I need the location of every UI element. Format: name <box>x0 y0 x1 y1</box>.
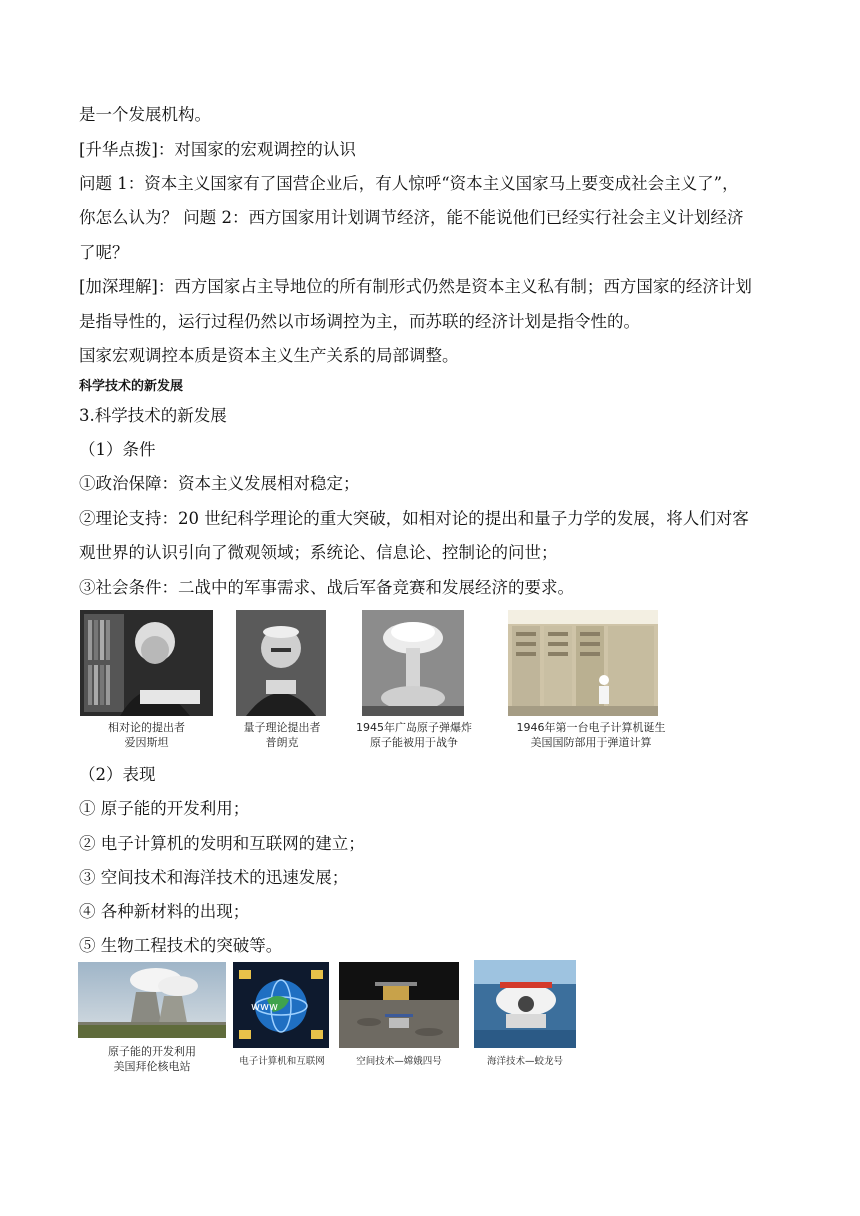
section-title: 3.科学技术的新发展 <box>79 406 227 425</box>
figure-jiaolong <box>474 960 578 1074</box>
question-line: 了呢？ <box>79 243 129 262</box>
figure-chang-e-4 <box>339 962 461 1074</box>
list-item: ② 电子计算机的发明和互联网的建立； <box>79 834 365 853</box>
figure-computer <box>506 610 676 750</box>
internet-globe-image <box>233 962 329 1048</box>
figure-caption: 原子能的开发利用 美国拜伦核电站 <box>108 1045 196 1073</box>
subsection-title: （1）条件 <box>79 440 156 459</box>
paragraph-line: 是一个发展机构。 <box>79 105 211 124</box>
list-item: ⑤ 生物工程技术的突破等。 <box>79 936 283 955</box>
figure-caption: 电子计算机和互联网 <box>239 1056 325 1067</box>
figure-caption: 1945年广岛原子弹爆炸 原子能被用于战争 <box>356 721 472 749</box>
mushroom-cloud-photo <box>362 610 464 716</box>
svg-text:www: www <box>251 1000 278 1013</box>
list-item: ④ 各种新材料的出现； <box>79 902 250 921</box>
figure-caption: 相对论的提出者 爱因斯坦 <box>108 721 185 749</box>
einstein-photo <box>80 610 213 716</box>
figure-nuclear-plant <box>78 962 228 1074</box>
question-line: 你怎么认为？ 问题 2：西方国家用计划调节经济，能不能说他们已经实行社会主义计划经济 <box>79 208 744 227</box>
lunar-surface-photo <box>339 962 459 1048</box>
figure-einstein <box>80 610 215 750</box>
question-line: 问题 1：资本主义国家有了国营企业后，有人惊呼“资本主义国家马上要变成社会主义了”， <box>79 174 739 193</box>
list-item: ①政治保障：资本主义发展相对稳定； <box>79 474 360 493</box>
planck-photo <box>236 610 326 716</box>
figure-planck <box>236 610 328 750</box>
eniac-photo <box>508 610 658 716</box>
figure-caption: 量子理论提出者 普朗克 <box>243 721 321 749</box>
figure-internet <box>233 962 331 1074</box>
list-item: ②理论支持：20 世纪科学理论的重大突破，如相对论的提出和量子力学的发展，将人们对客 <box>79 509 749 528</box>
deep-understanding-line: [加深理解]：西方国家占主导地位的所有制形式仍然是资本主义私有制；西方国家的经济计划 <box>79 277 752 296</box>
list-item: ③ 空间技术和海洋技术的迅速发展； <box>79 868 349 887</box>
figure-caption: 1946年第一台电子计算机诞生 美国国防部用于弹道计算 <box>516 721 666 749</box>
upgrade-tip-heading: [升华点拨]：对国家的宏观调控的认识 <box>79 140 356 159</box>
list-item: ③社会条件：二战中的军事需求、战后军备竞赛和发展经济的要求。 <box>79 578 574 597</box>
nuclear-plant-photo <box>78 962 226 1038</box>
list-item: ① 原子能的开发利用； <box>79 799 250 818</box>
deep-understanding-line: 是指导性的，运行过程仍然以市场调控为主，而苏联的经济计划是指令性的。 <box>79 312 640 331</box>
submersible-photo <box>474 960 576 1048</box>
list-item: 观世界的认识引向了微观领域；系统论、信息论、控制论的问世； <box>79 543 558 562</box>
paragraph-line: 国家宏观调控本质是资本主义生产关系的局部调整。 <box>79 346 459 365</box>
figure-caption: 海洋技术—蛟龙号 <box>486 1056 563 1067</box>
subsection-title: （2）表现 <box>79 765 156 784</box>
figure-caption: 空间技术—嫦娥四号 <box>356 1056 442 1067</box>
figure-atomic-bomb <box>356 610 472 750</box>
section-heading: 科学技术的新发展 <box>79 379 184 394</box>
